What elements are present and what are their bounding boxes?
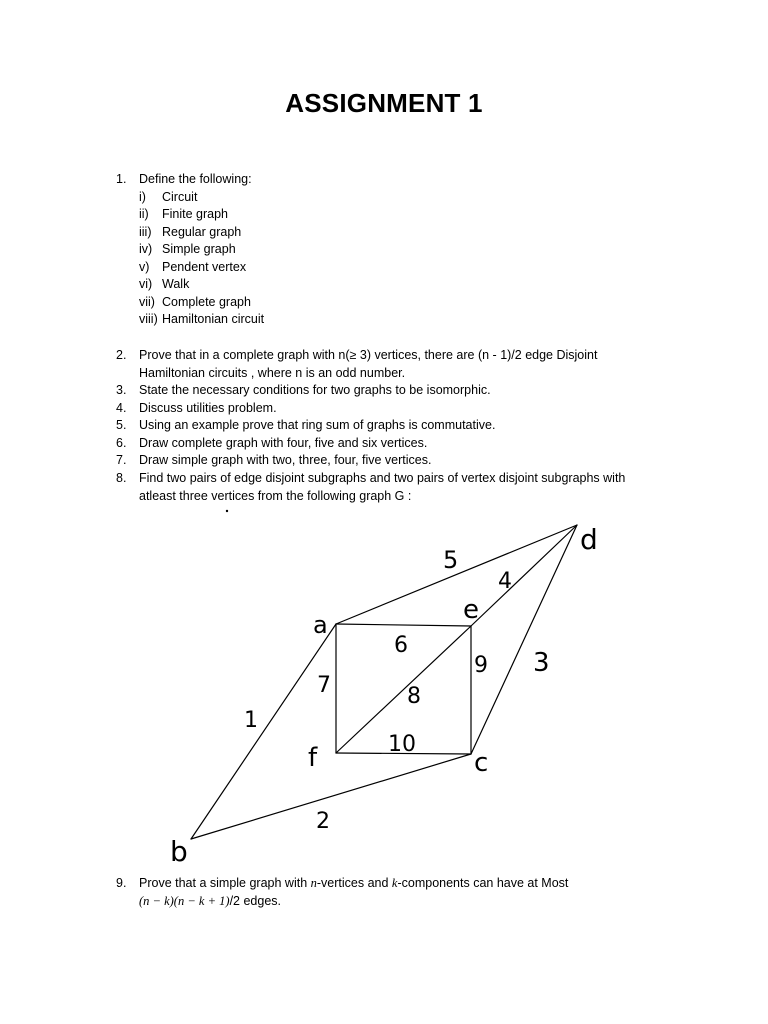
- definition-item-number: ii): [139, 207, 149, 221]
- definition-item-text: Walk: [162, 277, 190, 291]
- graph-g: [0, 500, 768, 900]
- definition-item-number: vii): [139, 294, 155, 309]
- definition-item-number: vi): [139, 277, 153, 291]
- q9-formula: (n − k)(n − k + 1): [139, 893, 230, 908]
- question-text: Prove that in a complete graph with n(≥ 3) vertices, there are (n - 1)/2 edge Disjoint Hamiltonian circuits , where n is an odd number.: [139, 348, 598, 380]
- question-text: Draw complete graph with four, five and six vertices.: [139, 435, 428, 450]
- question-text: [139, 875, 659, 910]
- definition-item-number: viii): [139, 312, 158, 326]
- edge-c-d: [471, 525, 577, 754]
- question-text: Using an example prove that ring sum of graphs is commutative.: [139, 418, 496, 432]
- definition-item-text: Complete graph: [162, 294, 251, 309]
- question-text: Draw simple graph with two, three, four, five vertices.: [139, 453, 432, 467]
- edge-a-d: [336, 525, 577, 624]
- vertex-label-b: b: [170, 835, 188, 868]
- question-text: Define the following:: [139, 172, 252, 186]
- question-number: 1.: [116, 172, 127, 186]
- q9-text-part: Prove that a simple graph with: [139, 876, 311, 890]
- edge-label-10: 10: [388, 732, 416, 757]
- definition-item-number: iii): [139, 224, 152, 239]
- q9-text-part: -components can have at Most: [397, 876, 569, 890]
- edge-b-c: [191, 754, 471, 839]
- q9-math-n: n: [310, 876, 317, 890]
- vertex-label-e: e: [463, 595, 479, 625]
- definition-item-text: Finite graph: [162, 207, 229, 221]
- question-text: Find two pairs of edge disjoint subgraphs and two pairs of vertex disjoint subgraphs with atleast three vertices from the following graph G :: [139, 471, 626, 503]
- edge-label-7: 7: [317, 673, 331, 698]
- edge-label-4: 4: [498, 569, 512, 594]
- edge-a-b: [191, 624, 336, 839]
- question-number: 8.: [116, 471, 127, 485]
- vertex-label-a: a: [313, 611, 328, 639]
- edge-label-9: 9: [474, 653, 488, 678]
- definition-item-text: Hamiltonian circuit: [162, 312, 265, 326]
- edge-label-3: 3: [533, 648, 550, 678]
- definition-item-number: v): [139, 259, 150, 274]
- question-number: 2.: [116, 348, 127, 362]
- question-number: 4.: [116, 400, 127, 415]
- page-title: ASSIGNMENT 1: [285, 88, 483, 118]
- definition-item-number: i): [139, 189, 146, 204]
- vertex-label-c: c: [474, 748, 489, 778]
- question-text: Discuss utilities problem.: [139, 400, 277, 415]
- edge-label-5: 5: [443, 546, 459, 574]
- edge-label-1: 1: [244, 708, 258, 733]
- definition-item-text: Regular graph: [162, 224, 242, 239]
- q9-math-k: k: [391, 876, 398, 890]
- edge-a-e: [336, 624, 471, 626]
- question-text: State the necessary conditions for two graphs to be isomorphic.: [139, 383, 491, 397]
- edge-e-d: [471, 525, 577, 626]
- definition-item-text: Circuit: [162, 189, 198, 204]
- edge-label-2: 2: [316, 809, 330, 834]
- question-number: 9.: [116, 876, 127, 890]
- q9-text-part: -vertices and: [316, 876, 392, 890]
- question-number: 5.: [116, 418, 127, 432]
- stray-dot: [226, 510, 228, 512]
- vertex-label-f: f: [308, 743, 318, 773]
- definition-item-text: Simple graph: [162, 242, 236, 256]
- question-number: 6.: [116, 435, 127, 450]
- edge-label-6: 6: [394, 633, 408, 658]
- edge-label-8: 8: [407, 684, 421, 709]
- definition-item-number: iv): [139, 242, 153, 256]
- definition-item-text: Pendent vertex: [162, 259, 247, 274]
- vertex-label-d: d: [580, 523, 598, 556]
- question-number: 7.: [116, 453, 127, 467]
- question-number: 3.: [116, 383, 127, 397]
- q9-text-part: /2 edges.: [229, 893, 281, 908]
